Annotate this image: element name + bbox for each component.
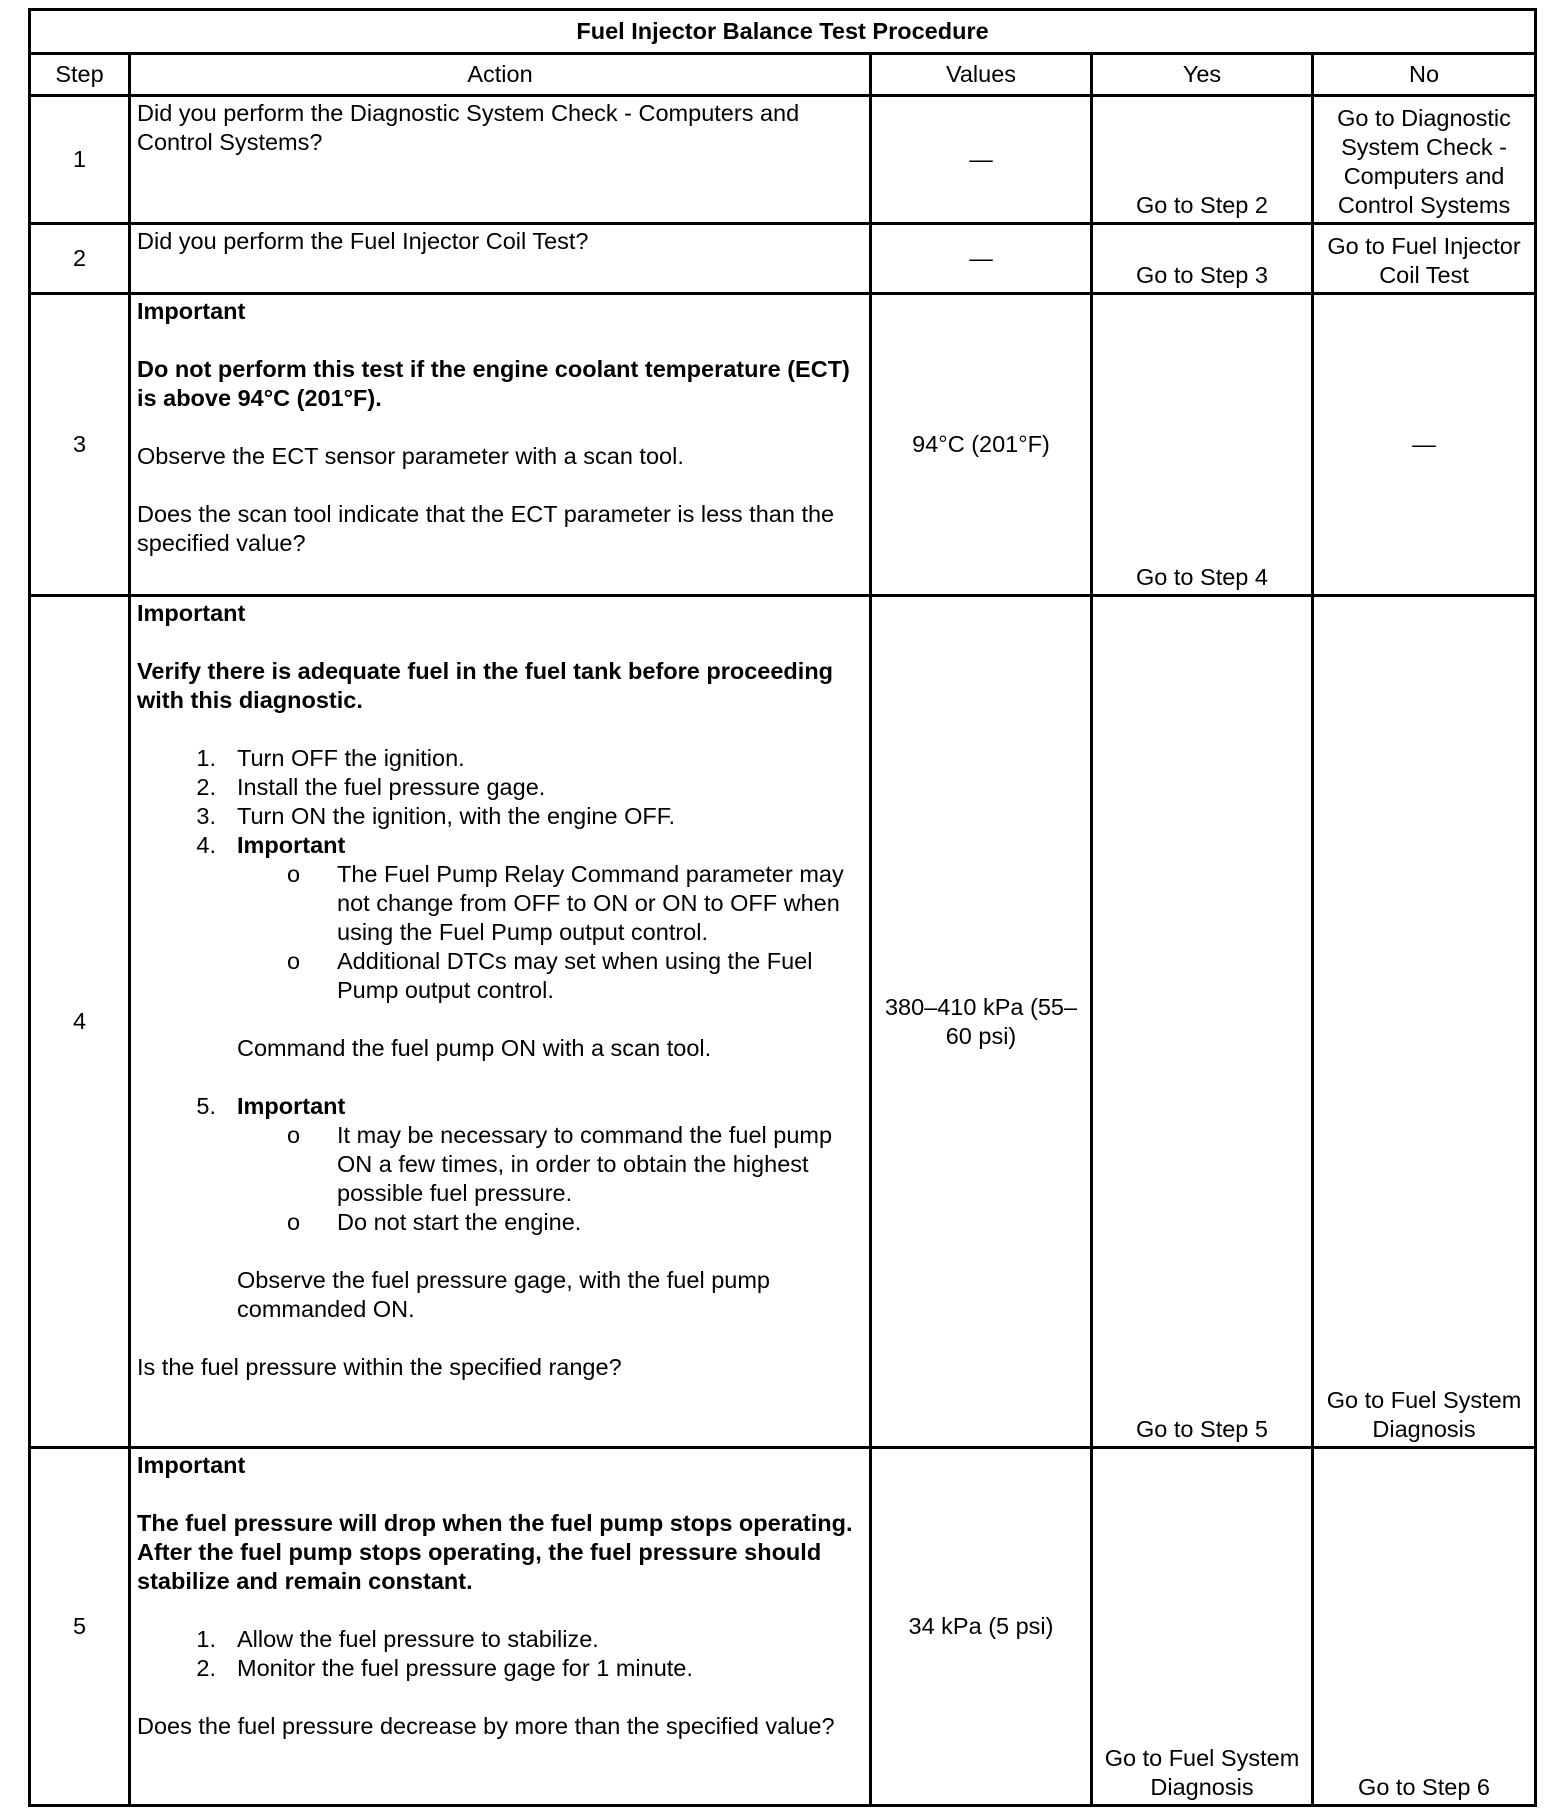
table-row <box>30 96 1536 224</box>
instruction-text: Command the fuel pump ON with a scan tool. <box>237 1035 712 1061</box>
list-item: 2. Install the fuel pressure gage. <box>196 774 546 800</box>
important-label: Important <box>137 1452 246 1478</box>
yes-cell: Go to Step 2 <box>1092 96 1313 224</box>
yes-cell: Go to Step 4 <box>1092 294 1313 596</box>
question-text: Does the scan tool indicate that the ECT parameter is less than the specified value? <box>137 501 835 556</box>
no-cell: — <box>1313 294 1536 596</box>
header-row <box>30 54 1536 96</box>
table-row <box>30 294 1536 596</box>
action-cell <box>130 596 871 1448</box>
question-text: Is the fuel pressure within the specified range? <box>137 1354 622 1380</box>
list-item: 1. Allow the fuel pressure to stabilize. <box>196 1626 599 1652</box>
bullet-icon: o <box>287 1209 301 1235</box>
list-item: 4. Important <box>196 832 346 858</box>
list-item: 2. Monitor the fuel pressure gage for 1 minute. <box>196 1655 693 1681</box>
table-row <box>30 596 1536 1448</box>
bullet-icon: o <box>287 948 301 974</box>
yes-cell: Go to Step 5 <box>1092 596 1313 1448</box>
important-label: Important <box>137 600 246 626</box>
sub-bullet-list <box>137 1121 863 1237</box>
header-action: Action <box>130 54 871 96</box>
procedure-list <box>137 1092 863 1121</box>
instruction-text: Observe the fuel pressure gage, with the fuel pump commanded ON. <box>237 1267 770 1322</box>
value-cell: 380–410 kPa (55–60 psi) <box>871 596 1092 1448</box>
list-item: o Do not start the engine. <box>287 1209 582 1235</box>
header-yes: Yes <box>1092 54 1313 96</box>
table-row <box>30 1448 1536 1806</box>
step-number: 3 <box>30 294 130 596</box>
step-number: 1 <box>30 96 130 224</box>
value-cell: 94°C (201°F) <box>871 294 1092 596</box>
important-note: Verify there is adequate fuel in the fuel tank before proceeding with this diagnostic. <box>137 658 834 713</box>
value-cell: 34 kPa (5 psi) <box>871 1448 1092 1806</box>
bullet-icon: o <box>287 861 301 887</box>
action-cell <box>130 294 871 596</box>
table-title: Fuel Injector Balance Test Procedure <box>30 10 1536 54</box>
no-cell: Go to Fuel System Diagnosis <box>1313 596 1536 1448</box>
no-cell: Go to Fuel Injector Coil Test <box>1313 224 1536 294</box>
question-text: Does the fuel pressure decrease by more than the specified value? <box>137 1713 835 1739</box>
action-text: Did you perform the Fuel Injector Coil Test? <box>130 224 871 294</box>
list-item: o The Fuel Pump Relay Command parameter may not change from OFF to ON or ON to OFF when using the Fuel Pump output control. <box>287 861 844 945</box>
step-number: 5 <box>30 1448 130 1806</box>
sub-bullet-list <box>137 860 863 1005</box>
no-cell: Go to Step 6 <box>1313 1448 1536 1806</box>
procedure-list <box>137 744 863 860</box>
value-cell: — <box>871 224 1092 294</box>
no-cell: Go to Diagnostic System Check - Computers and Control Systems <box>1313 96 1536 224</box>
bullet-icon: o <box>287 1122 301 1148</box>
table-row <box>30 224 1536 294</box>
step-number: 4 <box>30 596 130 1448</box>
action-text: Observe the ECT sensor parameter with a scan tool. <box>137 443 684 469</box>
action-cell <box>130 1448 871 1806</box>
action-text: Did you perform the Diagnostic System Check - Computers and Control Systems? <box>130 96 871 224</box>
list-item: 3. Turn ON the ignition, with the engine OFF. <box>196 803 676 829</box>
header-step: Step <box>30 54 130 96</box>
value-cell: — <box>871 96 1092 224</box>
step-number: 2 <box>30 224 130 294</box>
important-note: The fuel pressure will drop when the fuel pump stops operating. After the fuel pump stops operating, the fuel pressure should stabilize and remain constant. <box>137 1510 853 1594</box>
important-note: Do not perform this test if the engine coolant temperature (ECT) is above 94°C (201°F). <box>137 356 850 411</box>
procedure-table <box>28 8 1537 1807</box>
list-item: 5. Important <box>196 1093 346 1119</box>
yes-cell: Go to Fuel System Diagnosis <box>1092 1448 1313 1806</box>
header-no: No <box>1313 54 1536 96</box>
header-values: Values <box>871 54 1092 96</box>
important-label: Important <box>137 298 246 324</box>
list-item: o Additional DTCs may set when using the Fuel Pump output control. <box>287 948 813 1003</box>
yes-cell: Go to Step 3 <box>1092 224 1313 294</box>
list-item: 1. Turn OFF the ignition. <box>196 745 465 771</box>
list-item: o It may be necessary to command the fuel pump ON a few times, in order to obtain the highest possible fuel pressure. <box>287 1122 833 1206</box>
procedure-list <box>137 1625 863 1683</box>
